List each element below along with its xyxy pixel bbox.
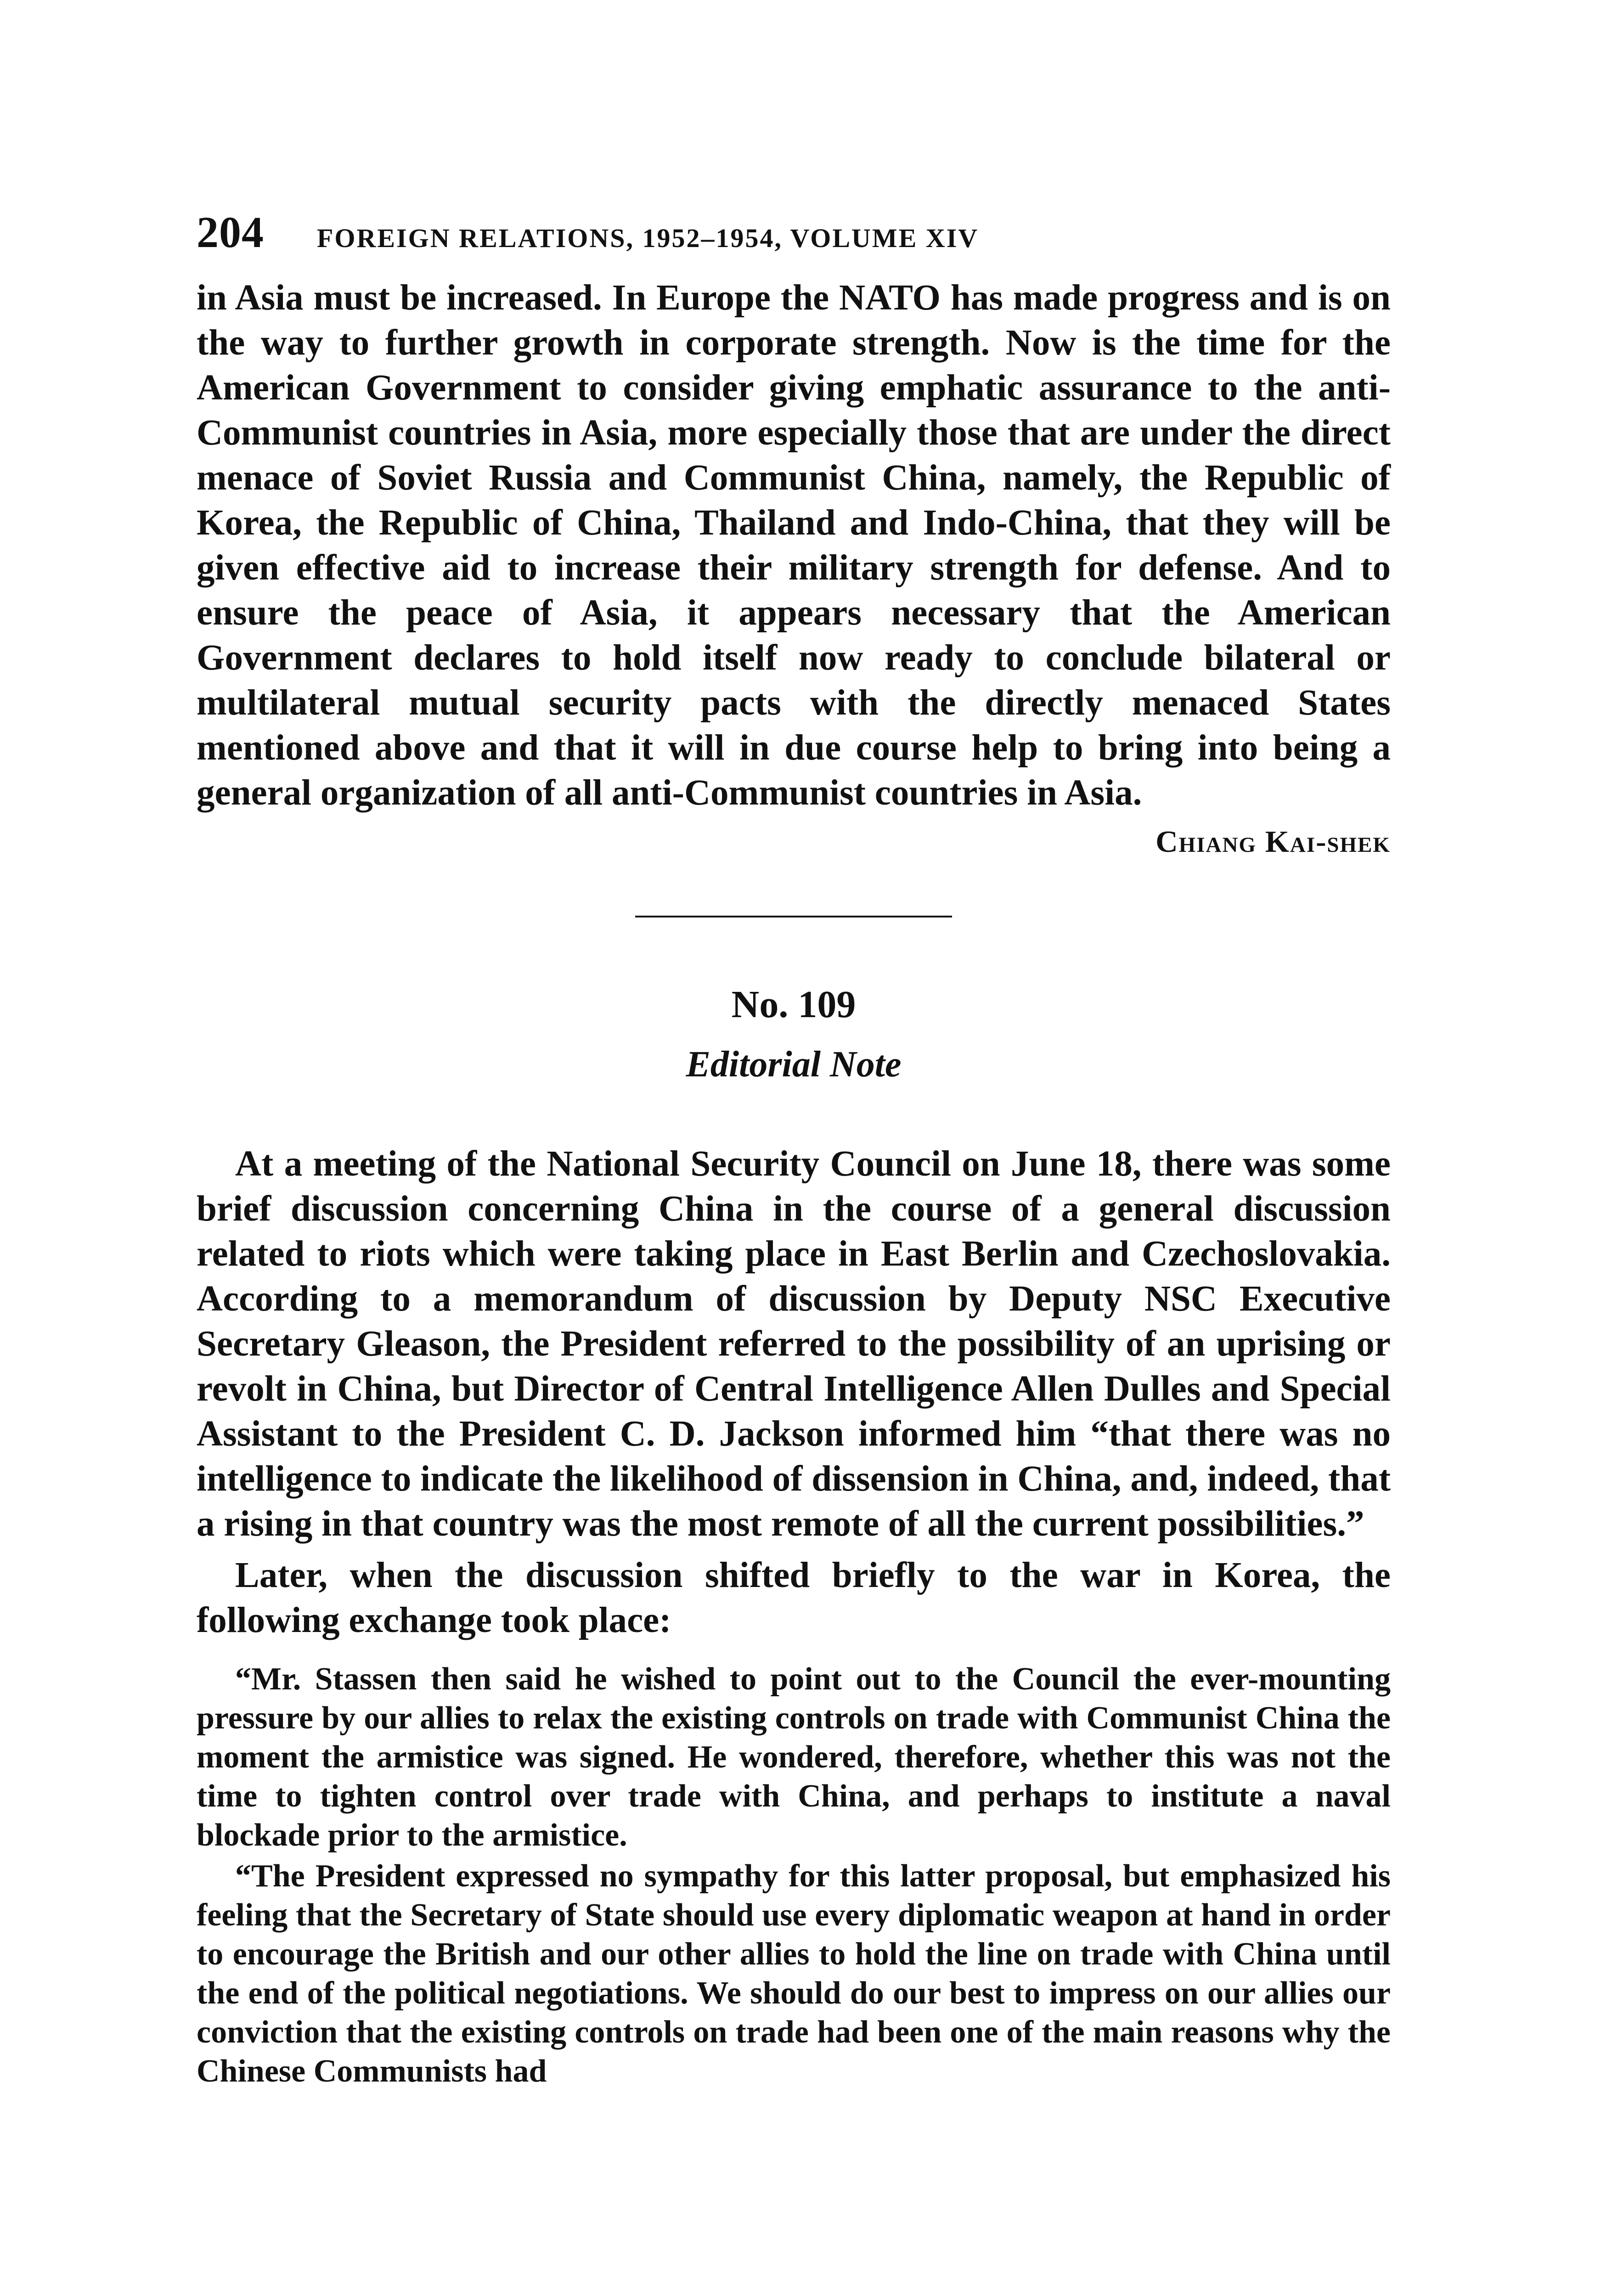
- section-divider: [635, 916, 952, 917]
- block-quote: “The President expressed no sympathy for this latter proposal, but emphasized his feeling that the Secretary of State should use every diplomatic weapon at hand in order to encourage the British and our other allies to hold the line on trade with China until the end of the political negotiations. We should do our best to impress on our allies our conviction that the existing controls on trade had been one of the main reasons why the Chinese Communists had: [197, 1858, 1391, 2089]
- signature: [197, 819, 1391, 864]
- paragraph: Later, when the discussion shifted briefly to the war in Korea, the following exchange took place:: [197, 1555, 1391, 1640]
- signature-text: Chiang Kai-shek: [1155, 825, 1391, 859]
- running-head: FOREIGN RELATIONS, 1952–1954, VOLUME XIV: [317, 223, 979, 253]
- page-number: 204: [197, 208, 264, 257]
- document-number: No. 109: [731, 983, 856, 1026]
- page-header: [197, 207, 1391, 276]
- document-title: Editorial Note: [686, 1044, 902, 1085]
- block-quote: “Mr. Stassen then said he wished to point out to the Council the ever-mounting pressure by our allies to relax the existing controls on trade with Communist China the moment the armistice was signed. He wondered, therefore, whether this was not the time to tighten control over trade with China, and perhaps to institute a naval blockade prior to the armistice.: [197, 1661, 1391, 1853]
- letter-continuation: in Asia must be increased. In Europe the NATO has made progress and is on the way to further growth in corporate strength. Now is the time for the American Government to consider giving emphatic assurance to the anti-Communist countries in Asia, more especially those that are under the direct menace of Soviet Russia and Communist China, namely, the Republic of Korea, the Republic of China, Thailand and Indo-China, that they will be given effective aid to increase their military strength for defense. And to ensure the peace of Asia, it appears necessary that the American Government declares to hold itself now ready to conclude bilateral or multilateral mutual security pacts with the directly menaced States mentioned above and that it will in due course help to bring into being a general organization of all anti-Communist countries in Asia.: [197, 278, 1391, 813]
- paragraph: At a meeting of the National Security Council on June 18, there was some brief discussion concerning China in the course of a general discussion related to riots which were taking place in East Berlin and Czechoslovakia. According to a memorandum of discussion by Deputy NSC Executive Secretary Gleason, the President referred to the possibility of an uprising or revolt in China, but Director of Central Intelligence Allen Dulles and Special Assistant to the President C. D. Jackson informed him “that there was no intelligence to indicate the likelihood of dissension in China, and, indeed, that a rising in that country was the most remote of all the current possibilities.”: [197, 1144, 1391, 1544]
- document-page: [197, 207, 1391, 2091]
